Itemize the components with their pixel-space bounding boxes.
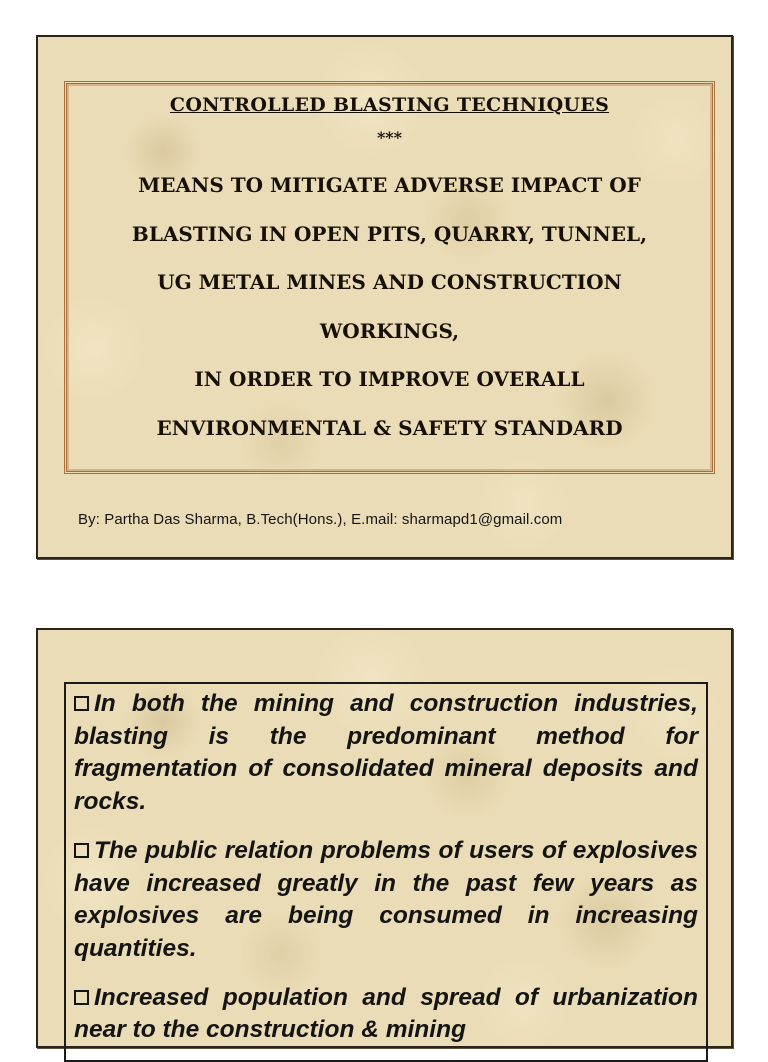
checkbox-bullet-icon bbox=[74, 990, 89, 1005]
bullet-text: The public relation problems of users of explosives have increased greatly in the past few years as explosives are being consumed in increasing quantities. bbox=[74, 836, 698, 962]
headline-line: UG METAL MINES AND CONSTRUCTION bbox=[157, 270, 622, 294]
title-frame bbox=[64, 81, 715, 474]
headline-line: ENVIRONMENTAL & SAFETY STANDARD bbox=[156, 415, 623, 440]
bullet-item bbox=[74, 835, 698, 966]
separator: *** bbox=[376, 128, 403, 147]
checkbox-bullet-icon bbox=[74, 696, 89, 711]
headline bbox=[67, 161, 712, 452]
content-slide bbox=[36, 628, 733, 1048]
bullet-item bbox=[74, 688, 698, 819]
bullet-text: In both the mining and construction industries, blasting is the predominant method for fragmentation of consolidated mineral deposits and rocks. bbox=[74, 690, 698, 816]
headline-line: IN ORDER TO IMPROVE OVERALL bbox=[194, 367, 585, 391]
bullet-text: Increased population and spread of urbanization near to the construction & mining bbox=[74, 983, 698, 1044]
checkbox-bullet-icon bbox=[74, 843, 89, 858]
headline-line: BLASTING IN OPEN PITS, QUARRY, TUNNEL, bbox=[131, 221, 648, 246]
headline-line: MEANS TO MITIGATE ADVERSE IMPACT OF bbox=[138, 173, 641, 197]
slide-title: CONTROLLED BLASTING TECHNIQUES bbox=[169, 94, 610, 116]
title-slide bbox=[36, 35, 733, 559]
author-byline: By: Partha Das Sharma, B.Tech(Hons.), E.mail: sharmapd1@gmail.com bbox=[78, 511, 563, 528]
headline-line: WORKINGS, bbox=[319, 318, 460, 343]
bullet-box bbox=[64, 682, 708, 1062]
bullet-item bbox=[74, 982, 698, 1047]
